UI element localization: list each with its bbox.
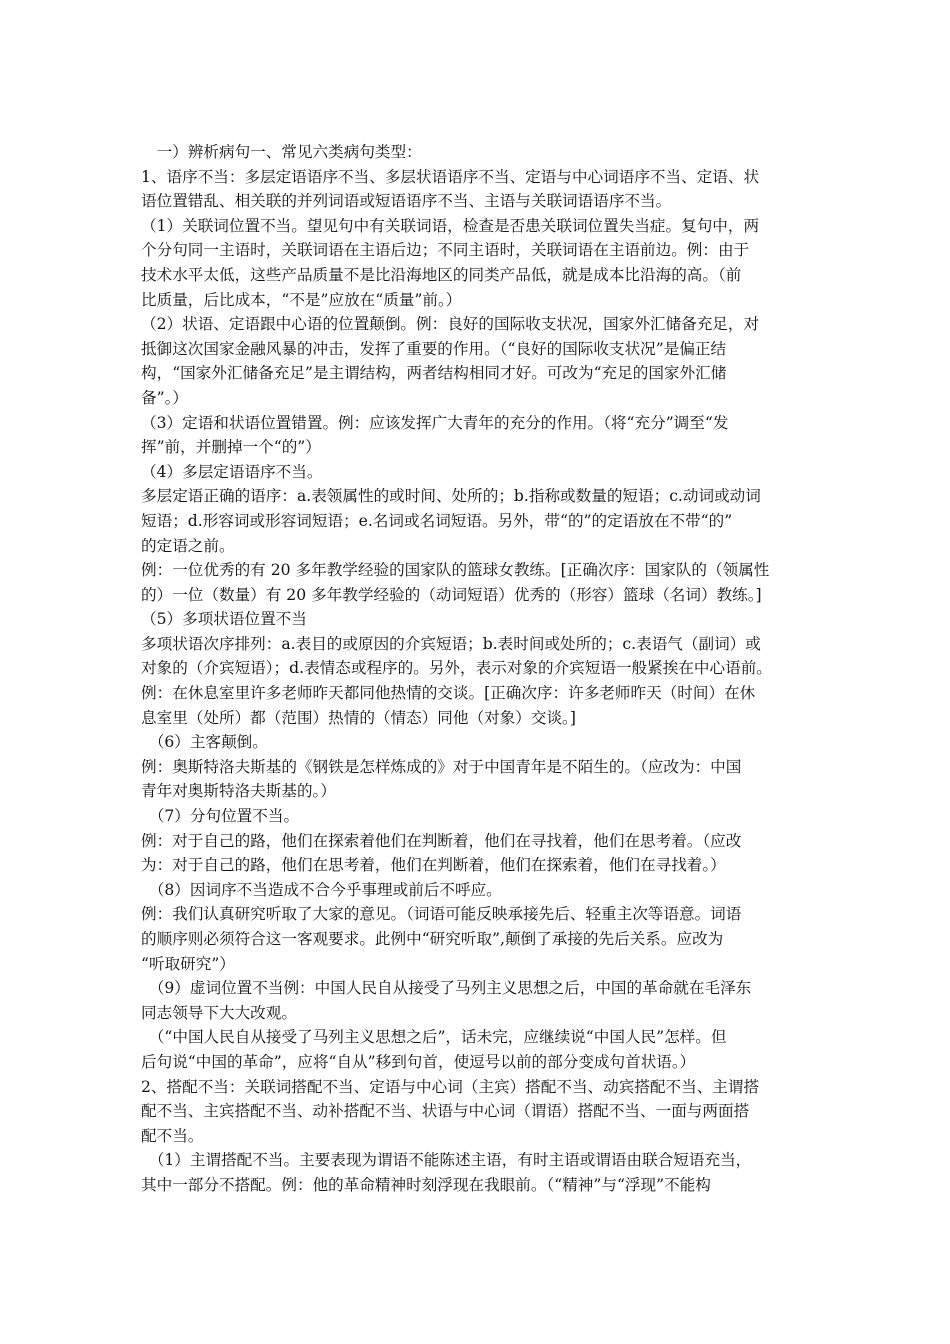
text-line: 2、搭配不当：关联词搭配不当、定语与中心词（主宾）搭配不当、动宾搭配不当、主谓搭 <box>141 1077 760 1096</box>
text-line: 短语；d.形容词或形容词短语；e.名词或名词短语。另外，带“的”的定语放在不带“的” <box>141 511 733 530</box>
text-line: 抵御这次国家金融风暴的冲击，发挥了重要的作用。（“良好的国际收支状况”是偏正结 <box>141 339 727 358</box>
text-line: 其中一部分不搭配。例：他的革命精神时刻浮现在我眼前。（“精神”与“浮现”不能构 <box>141 1175 711 1194</box>
text-line: 例：对于自己的路，他们在探索着他们在判断着，他们在寻找着，他们在思考着。（应改 <box>141 831 742 850</box>
text-line: “听取研究”） <box>141 954 235 973</box>
text-line: 的）一位（数量）有 20 多年教学经验的（动词短语）优秀的（形容）篮球（名词）教练。] <box>141 585 762 604</box>
document-body <box>141 140 829 1198</box>
text-line: （7）分句位置不当。 <box>141 807 300 826</box>
text-line: （8）因词序不当造成不合今乎事理或前后不呼应。 <box>141 880 502 899</box>
text-line: 同志领导下大大改观。 <box>141 1003 297 1022</box>
text-line: 多层定语正确的语序：a.表领属性的或时间、处所的；b.指称或数量的短语；c.动词或动词 <box>141 487 761 506</box>
text-line: 青年对奥斯特洛夫斯基的。） <box>141 782 336 801</box>
text-line: 后句说“中国的革命”，应将“自从”移到句首，使逗号以前的部分变成句首状语。） <box>141 1052 696 1071</box>
text-line: 比质量，后比成本，“不是”应放在“质量”前。） <box>141 290 462 309</box>
text-line: （6）主客颠倒。 <box>141 733 268 752</box>
text-line: 例：在休息室里许多老师昨天都同他热情的交谈。[正确次序：许多老师昨天（时间）在休 <box>141 684 756 703</box>
text-line: 例：一位优秀的有 20 多年教学经验的国家队的篮球女教练。[正确次序：国家队的（领属性 <box>141 561 770 580</box>
text-line: 一）辨析病句一、常见六类病句类型： <box>141 143 422 161</box>
text-line: （3）定语和状语位置错置。例：应该发挥广大青年的充分的作用。（将“充分”调至“发 <box>141 413 729 432</box>
text-line: 备”。） <box>141 388 188 407</box>
text-line: 的顺序则必须符合这一客观要求。此例中“研究听取”,颠倒了承接的先后关系。应改为 <box>141 930 724 948</box>
text-line: 配不当。 <box>141 1126 204 1145</box>
text-line: 挥”前，并删掉一个“的”） <box>141 438 321 457</box>
text-line: 技术水平太低，这些产品质量不是比沿海地区的同类产品低，就是成本比沿海的高。（前 <box>141 265 742 284</box>
text-line: 构，“国家外汇储备充足”是主谓结构，两者结构相同才好。可改为“充足的国家外汇储 <box>141 364 727 383</box>
text-line: （“中国人民自从接受了马列主义思想之后”，话未完，应继续说“中国人民”怎样。但 <box>141 1028 727 1047</box>
text-line: （1）关联词位置不当。望见句中有关联词语，检查是否患关联词位置失当症。复句中，两 <box>141 216 760 235</box>
text-line: 的定语之前。 <box>141 536 235 555</box>
text-line: 例：我们认真研究听取了大家的意见。（词语可能反映承接先后、轻重主次等语意。词语 <box>141 905 742 924</box>
text-line: （1）主谓搭配不当。主要表现为谓语不能陈述主语，有时主语或谓语由联合短语充当， <box>141 1151 752 1170</box>
text-line: 语位置错乱、相关联的并列词语或短语语序不当、主语与关联词语语序不当。 <box>141 192 672 211</box>
text-line: （2）状语、定语跟中心语的位置颠倒。例：良好的国际收支状况，国家外汇储备充足，对 <box>141 315 760 334</box>
text-line: 配不当、主宾搭配不当、动补搭配不当、状语与中心词（谓语）搭配不当、一面与两面搭 <box>141 1102 750 1121</box>
text-line: 为：对于自己的路，他们在思考着，他们在判断着，他们在探索着，他们在寻找着。） <box>141 856 726 875</box>
text-line: 个分句同一主语时，关联词语在主语后边；不同主语时，关联词语在主语前边。例：由于 <box>141 241 750 260</box>
text-line: 1、语序不当：多层定语语序不当、多层状语语序不当、定语与中心词语序不当、定语、状 <box>141 167 760 186</box>
text-line: 例：奥斯特洛夫斯基的《钢铁是怎样炼成的》对于中国青年是不陌生的。（应改为：中国 <box>141 757 742 776</box>
text-line: （4）多层定语语序不当。 <box>141 462 323 481</box>
text-line: 息室里（处所）都（范围）热情的（情态）同他（对象）交谈。] <box>141 708 576 727</box>
text-line: 对象的（介宾短语）；d.表情态或程序的。另外，表示对象的介宾短语一般紧挨在中心语前。 <box>141 659 772 678</box>
text-line: （9）虚词位置不当例：中国人民自从接受了马列主义思想之后，中国的革命就在毛泽东 <box>141 979 752 998</box>
text-line: （5）多项状语位置不当 <box>141 610 307 629</box>
text-line: 多项状语次序排列：a.表目的或原因的介宾短语；b.表时间或处所的；c.表语气（副词）或 <box>141 634 761 653</box>
